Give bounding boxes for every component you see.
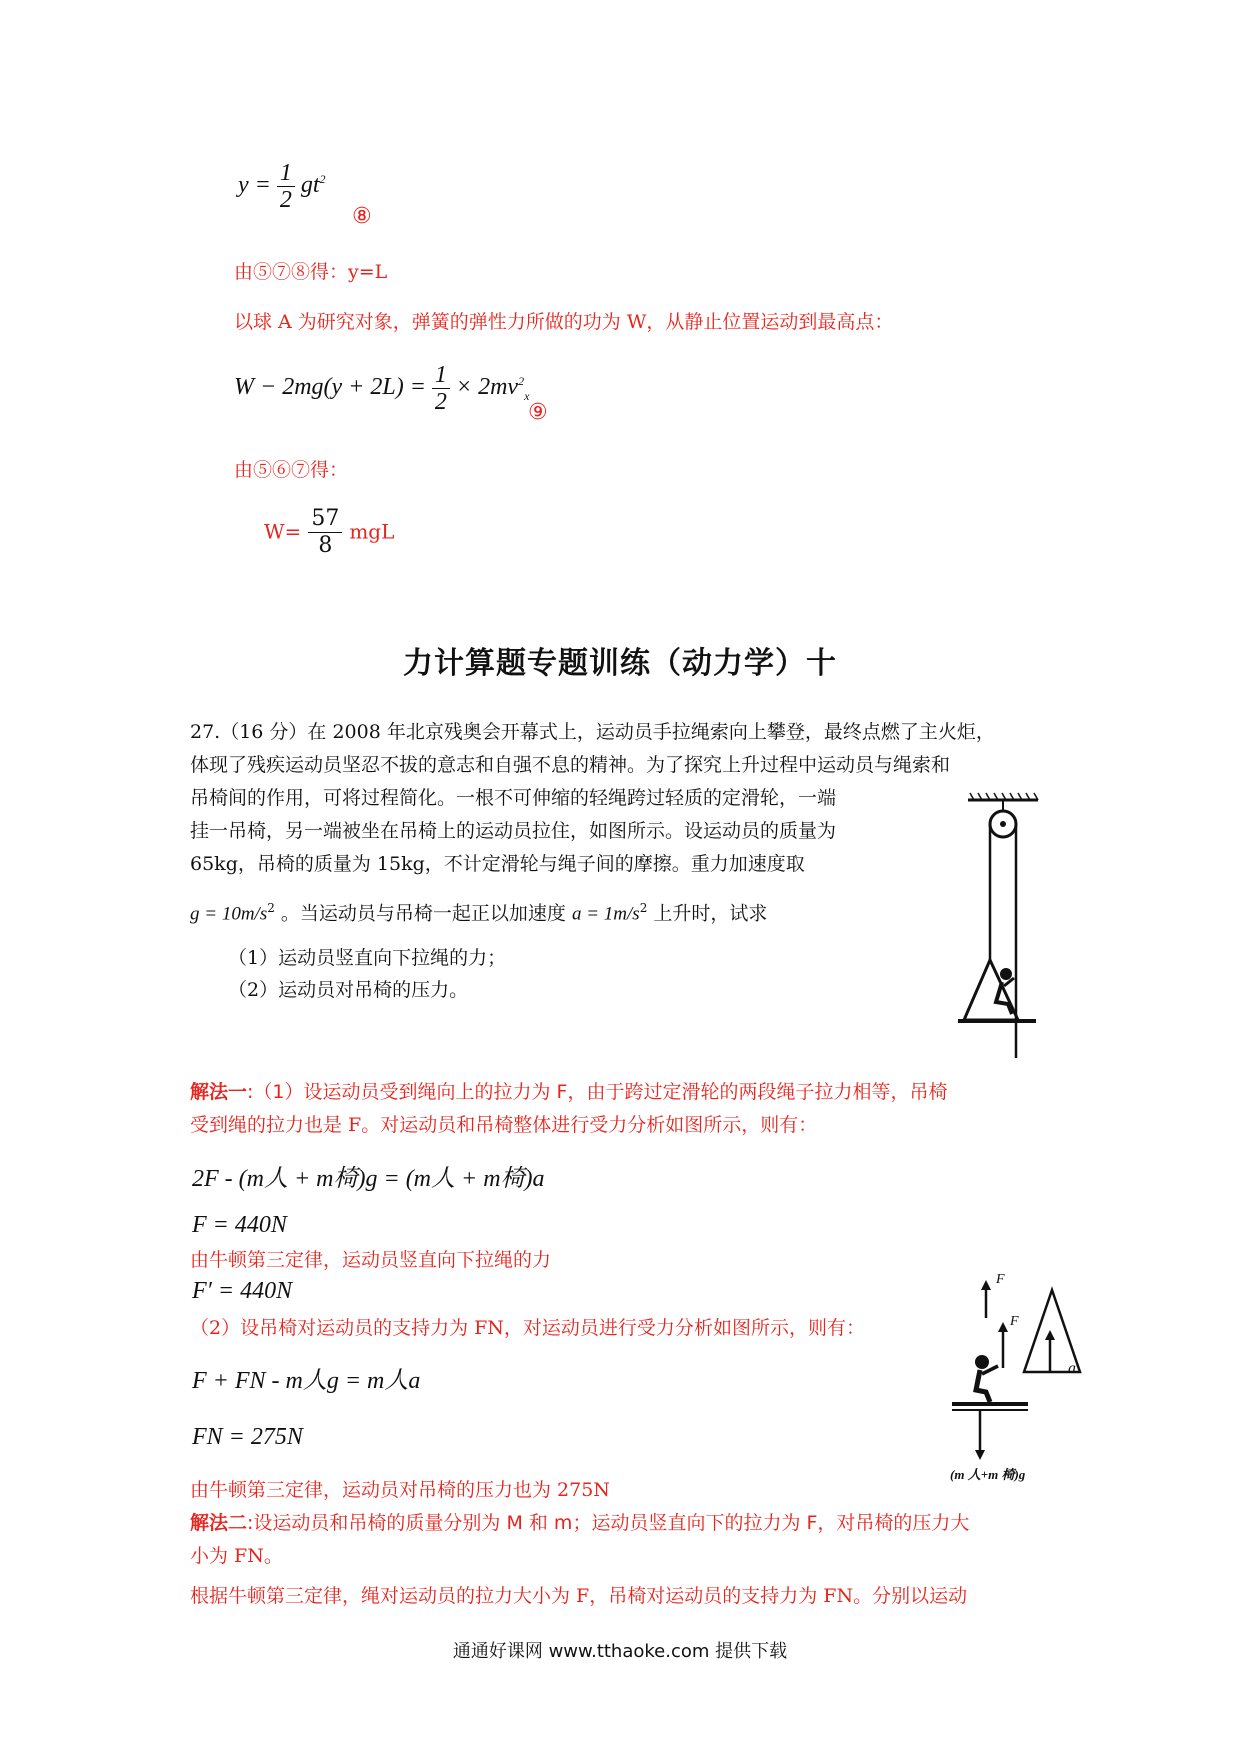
solution-line: 以球 A 为研究对象，弹簧的弹性力所做的功为 W，从静止位置运动到最高点： [234, 311, 894, 333]
pulley-chair-figure [940, 790, 1080, 1060]
equation: F = 440N [192, 1212, 287, 1238]
solution-line: （2）设吊椅对运动员的支持力为 FN，对运动员进行受力分析如图所示，则有： [190, 1317, 865, 1339]
problem-text: 挂一吊椅，另一端被坐在吊椅上的运动员拉住，如图所示。设运动员的质量为 [190, 820, 837, 842]
problem-text: 吊椅间的作用，可将过程简化。一根不可伸缩的轻绳跨过轻质的定滑轮，一端 [190, 787, 837, 809]
equation-8: y = $\frac{1}{2}$ $gt^2$ [238, 160, 326, 213]
solution-line: 由牛顿第三定律，运动员竖直向下拉绳的力 [190, 1249, 552, 1271]
equation: FN = 275N [192, 1424, 303, 1450]
equation-tag-8: ⑧ [352, 204, 372, 229]
solution-line: 受到绳的拉力也是 F。对运动员和吊椅整体进行受力分析如图所示，则有： [190, 1114, 818, 1136]
problem-text: 体现了残疾运动员坚忍不拔的意志和自强不息的精神。为了探究上升过程中运动员与绳索和 [190, 754, 951, 776]
equation: F + FN - m人g = m人a [192, 1368, 421, 1394]
solution-line: 小为 FN。 [190, 1545, 283, 1567]
problem-text: $g = 10m/s^2$ 。当运动员与吊椅一起正以加速度 $a = 1m/s^2$ 上升时，试求 [190, 901, 768, 925]
solution-line: 由⑤⑦⑧得：y=L [234, 261, 388, 283]
section-title: 力计算题专题训练（动力学）十 [403, 646, 837, 681]
equation: F′ = 440N [192, 1278, 293, 1304]
solution-1-line: 解法一:（1）设运动员受到绳向上的拉力为 F，由于跨过定滑轮的两段绳子拉力相等，吊椅 [190, 1081, 948, 1103]
question-1: （1）运动员竖直向下拉绳的力； [228, 947, 507, 969]
solution-2-line: 解法二:设运动员和吊椅的质量分别为 M 和 m；运动员竖直向下的拉力为 F，对吊椅的压力大 [190, 1512, 970, 1534]
problem-text: 65kg，吊椅的质量为 15kg，不计定滑轮与绳子间的摩擦。重力加速度取 [190, 853, 805, 875]
page-footer: 通通好课网 www.tthaoke.com 提供下载 [452, 1641, 788, 1662]
weight-label: (m 人+m 椅)g [950, 1467, 1026, 1482]
equation-tag-9: ⑨ [528, 400, 548, 425]
problem-text: 27.（16 分）在 2008 年北京残奥会开幕式上，运动员手拉绳索向上攀登，最终点燃了主火炬， [190, 721, 995, 743]
acceleration-label: a [1068, 1360, 1076, 1377]
question-2: （2）运动员对吊椅的压力。 [228, 979, 469, 1001]
result-w: W= $\frac{57}{8}$ mgL [264, 506, 395, 558]
force-label: F [1010, 1314, 1019, 1329]
solution-line: 根据牛顿第三定律，绳对运动员的拉力大小为 F，吊椅对运动员的支持力为 FN。分别以运动 [190, 1585, 968, 1607]
equation: 2F - (m人 + m椅)g = (m人 + m椅)a [192, 1166, 545, 1192]
solution-line: 由⑤⑥⑦得： [234, 459, 349, 481]
force-label: F [996, 1272, 1005, 1287]
equation-9: W − 2mg(y + 2L) = $\frac{1}{2}$ × $2mv^2_x$ [234, 362, 530, 415]
solution-line: 由牛顿第三定律，运动员对吊椅的压力也为 275N [190, 1479, 610, 1501]
